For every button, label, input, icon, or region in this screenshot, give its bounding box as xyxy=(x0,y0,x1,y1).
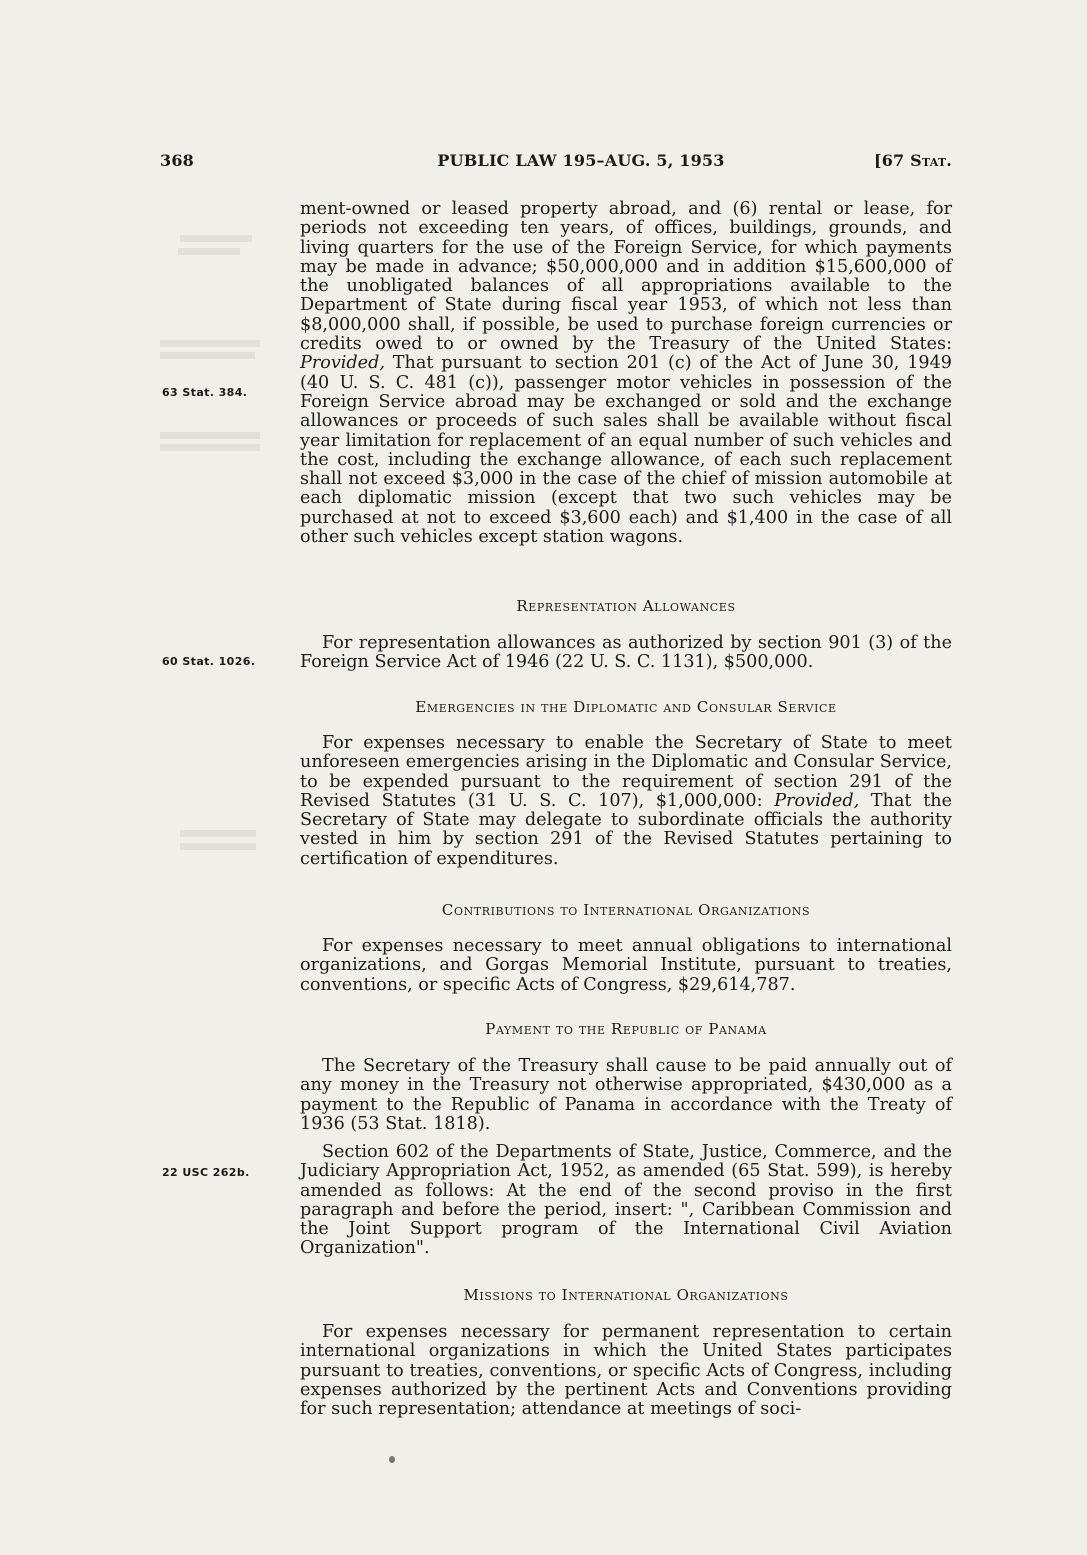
margin-note-22-usc: 22 USC 262b. xyxy=(162,1166,250,1179)
bleed-mark xyxy=(180,830,256,837)
paragraph-text: ment-owned or leased property abroad, and (6) rental or lease, for periods not exceeding ten years, of offices, buildings, grounds, and living quarters for the use of the Foreign Service, for which payments may be made in advance; $50,000,000 and in addition $15,600,000 of the unobligated balances of all appropriations available to the Department of State during fiscal year 1953, of which not less than $8,000,000 shall, if possible, be used to purchase foreign currencies or credits owed to or owned by the Treasury of the United States: xyxy=(300,199,952,355)
heading-panama: Payment to the Republic of Panama xyxy=(485,1020,767,1038)
paragraph-text: For expenses necessary to enable the Secretary of State to meet unforeseen emergencies arising in the Diplomatic and Consular Service, to be expended pursuant to the requirement of section 291 of the Revised Statutes (31 U. S. C. 107), $1,000,000: xyxy=(300,733,952,811)
proviso-italic: Provided, xyxy=(300,353,385,374)
proviso-italic: Provided, xyxy=(774,790,860,811)
running-title: PUBLIC LAW 195–AUG. 5, 1953 xyxy=(437,151,725,170)
bleed-mark xyxy=(180,235,252,242)
bleed-mark xyxy=(160,352,255,359)
margin-note-60-stat: 60 Stat. 1026. xyxy=(162,655,256,668)
paragraph-emergencies xyxy=(300,734,952,869)
heading-representation-allowances: Representation Allowances xyxy=(516,597,736,615)
paragraph-representation-allowances: For representation allowances as authorized by section 901 (3) of the Foreign Service Act of 1946 (22 U. S. C. 1131), $500,000. xyxy=(300,633,952,673)
paragraph-foreign-service-property xyxy=(300,200,952,547)
page-header xyxy=(160,151,952,177)
bleed-mark xyxy=(160,444,260,451)
paragraph-panama: The Secretary of the Treasury shall cause to be paid annually out of any money in the Treasury not otherwise appropriated, $430,000 as a payment to the Republic of Panama in accordance with the Treaty of 1936 (53 Stat. 1818). xyxy=(300,1056,952,1134)
paragraph-section-602: Section 602 of the Departments of State, Justice, Commerce, and the Judiciary Appropriation Act, 1952, as amended (65 Stat. 599), is hereby amended as follows: At the end of the second proviso in the first paragraph and before the period, insert: ", Caribbean Commission and the Joint Support program of the International Civil Aviation Organization". xyxy=(300,1142,952,1259)
heading-missions: Missions to International Organizations xyxy=(463,1286,789,1304)
paragraph-missions: For expenses necessary for permanent representation to certain international organizations in which the United States participates pursuant to treaties, conventions, or specific Acts of Congress, including expenses authorized by the pertinent Acts and Conventions providing for such representation; attendance at meetings of soci- xyxy=(300,1322,952,1420)
page-number: 368 xyxy=(160,151,194,170)
paragraph-text: That pursuant to section 201 (c) of the Act of June 30, 1949 (40 U. S. C. 481 (c)), passenger motor vehicles in possession of the Foreign Service abroad may be exchanged or sold and the exchange allowances or proceeds of such sales shall be available without fiscal year limitation for replacement of an equal number of such vehicles and the cost, including the exchange allowance, of each such replacement shall not exceed $3,000 in the case of the chief of mission automobile at each diplomatic mission (except that two such vehicles may be purchased at not to exceed $3,600 each) and $1,400 in the case of all other such vehicles except station wagons. xyxy=(300,353,953,548)
paragraph-text: That the Secretary of State may delegate to subordinate officials the authority vested in him by section 291 of the Revised Statutes pertaining to certification of expenditures. xyxy=(300,790,953,869)
bleed-mark xyxy=(160,340,260,347)
paragraph-contributions: For expenses necessary to meet annual obligations to international organizations, and Gorgas Memorial Institute, pursuant to treaties, conventions, or specific Acts of Congress, $29,614,787. xyxy=(300,936,952,995)
ink-speck xyxy=(389,1456,395,1463)
heading-emergencies: Emergencies in the Diplomatic and Consular Service xyxy=(415,698,837,716)
margin-note-63-stat: 63 Stat. 384. xyxy=(162,386,248,399)
heading-contributions: Contributions to International Organizations xyxy=(441,901,811,919)
bleed-mark xyxy=(178,248,240,255)
statute-reference: [67 Stat. xyxy=(873,151,952,170)
bleed-mark xyxy=(160,432,260,439)
bleed-mark xyxy=(180,843,256,850)
